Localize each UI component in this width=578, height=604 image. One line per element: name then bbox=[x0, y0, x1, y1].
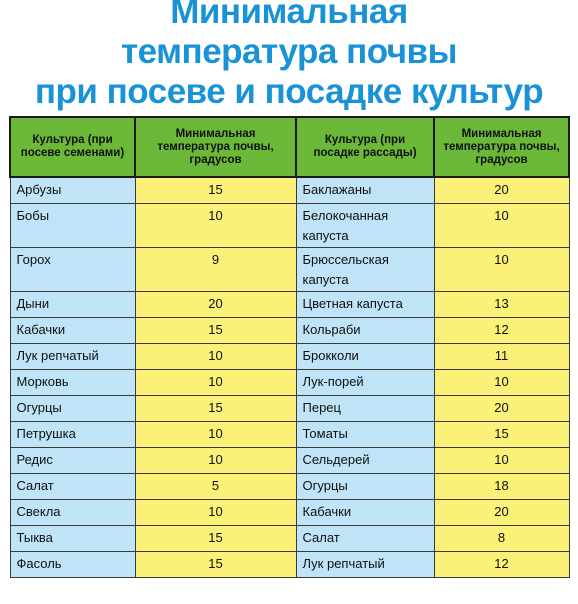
cell-temp-seedling: 20 bbox=[434, 177, 569, 203]
cell-crop-seed: Дыни bbox=[10, 291, 135, 317]
cell-crop-seedling: Цветная капуста bbox=[296, 291, 434, 317]
header-crop-seed: Культура (при посеве семенами) bbox=[10, 117, 135, 177]
cell-crop-seed: Тыква bbox=[10, 525, 135, 551]
table-row bbox=[10, 343, 569, 369]
table-row bbox=[10, 447, 569, 473]
cell-temp-seed: 15 bbox=[135, 177, 296, 203]
cell-crop-seed: Бобы bbox=[10, 203, 135, 247]
cell-temp-seed: 20 bbox=[135, 291, 296, 317]
page-title bbox=[0, 0, 578, 112]
cell-crop-seedling: Сельдерей bbox=[296, 447, 434, 473]
cell-temp-seed: 9 bbox=[135, 247, 296, 291]
title-line-2: температура почвы bbox=[121, 32, 457, 71]
title-line-1: Минимальная bbox=[170, 0, 408, 31]
cell-temp-seed: 15 bbox=[135, 551, 296, 577]
temperature-table bbox=[9, 116, 570, 578]
cell-temp-seedling: 12 bbox=[434, 317, 569, 343]
header-temp-seedling: Минимальная температура почвы, градусов bbox=[434, 117, 569, 177]
table-row bbox=[10, 369, 569, 395]
cell-crop-seedling: Лук-порей bbox=[296, 369, 434, 395]
cell-temp-seedling: 20 bbox=[434, 395, 569, 421]
table-row bbox=[10, 421, 569, 447]
cell-temp-seedling: 10 bbox=[434, 203, 569, 247]
cell-crop-seedling: Баклажаны bbox=[296, 177, 434, 203]
cell-crop-seed: Петрушка bbox=[10, 421, 135, 447]
cell-temp-seedling: 18 bbox=[434, 473, 569, 499]
table-row bbox=[10, 317, 569, 343]
cell-temp-seed: 10 bbox=[135, 499, 296, 525]
cell-temp-seedling: 10 bbox=[434, 447, 569, 473]
cell-crop-seedling: Брюссельская капуста bbox=[296, 247, 434, 291]
cell-temp-seedling: 20 bbox=[434, 499, 569, 525]
cell-temp-seed: 10 bbox=[135, 421, 296, 447]
header-temp-seed: Минимальная температура почвы, градусов bbox=[135, 117, 296, 177]
table-row bbox=[10, 177, 569, 203]
cell-crop-seed: Горох bbox=[10, 247, 135, 291]
table-row bbox=[10, 291, 569, 317]
cell-temp-seedling: 15 bbox=[434, 421, 569, 447]
cell-crop-seed: Фасоль bbox=[10, 551, 135, 577]
cell-crop-seed: Огурцы bbox=[10, 395, 135, 421]
cell-crop-seedling: Томаты bbox=[296, 421, 434, 447]
table-row bbox=[10, 395, 569, 421]
cell-temp-seedling: 10 bbox=[434, 369, 569, 395]
cell-temp-seedling: 10 bbox=[434, 247, 569, 291]
cell-temp-seed: 10 bbox=[135, 447, 296, 473]
cell-temp-seed: 15 bbox=[135, 395, 296, 421]
cell-crop-seed: Салат bbox=[10, 473, 135, 499]
cell-crop-seed: Арбузы bbox=[10, 177, 135, 203]
cell-crop-seedling: Лук репчатый bbox=[296, 551, 434, 577]
table-row bbox=[10, 551, 569, 577]
cell-crop-seed: Лук репчатый bbox=[10, 343, 135, 369]
table-row bbox=[10, 499, 569, 525]
cell-temp-seedling: 11 bbox=[434, 343, 569, 369]
cell-crop-seedling: Кабачки bbox=[296, 499, 434, 525]
cell-temp-seed: 10 bbox=[135, 203, 296, 247]
cell-crop-seed: Кабачки bbox=[10, 317, 135, 343]
table-header-row bbox=[10, 117, 569, 177]
cell-temp-seed: 5 bbox=[135, 473, 296, 499]
table-row bbox=[10, 203, 569, 247]
cell-crop-seedling: Салат bbox=[296, 525, 434, 551]
cell-crop-seedling: Перец bbox=[296, 395, 434, 421]
header-crop-seedling: Культура (при посадке рассады) bbox=[296, 117, 434, 177]
cell-temp-seed: 15 bbox=[135, 525, 296, 551]
title-line-3: при посеве и посадке культур bbox=[34, 72, 544, 111]
table-row bbox=[10, 525, 569, 551]
table-body bbox=[10, 177, 569, 577]
cell-crop-seed: Свекла bbox=[10, 499, 135, 525]
cell-crop-seed: Редис bbox=[10, 447, 135, 473]
cell-crop-seedling: Огурцы bbox=[296, 473, 434, 499]
cell-crop-seedling: Кольраби bbox=[296, 317, 434, 343]
cell-temp-seedling: 8 bbox=[434, 525, 569, 551]
cell-temp-seed: 10 bbox=[135, 369, 296, 395]
cell-temp-seedling: 13 bbox=[434, 291, 569, 317]
cell-crop-seedling: Белокочанная капуста bbox=[296, 203, 434, 247]
cell-temp-seed: 15 bbox=[135, 317, 296, 343]
cell-temp-seedling: 12 bbox=[434, 551, 569, 577]
cell-crop-seed: Морковь bbox=[10, 369, 135, 395]
cell-temp-seed: 10 bbox=[135, 343, 296, 369]
cell-crop-seedling: Брокколи bbox=[296, 343, 434, 369]
table-row bbox=[10, 247, 569, 291]
table-row bbox=[10, 473, 569, 499]
